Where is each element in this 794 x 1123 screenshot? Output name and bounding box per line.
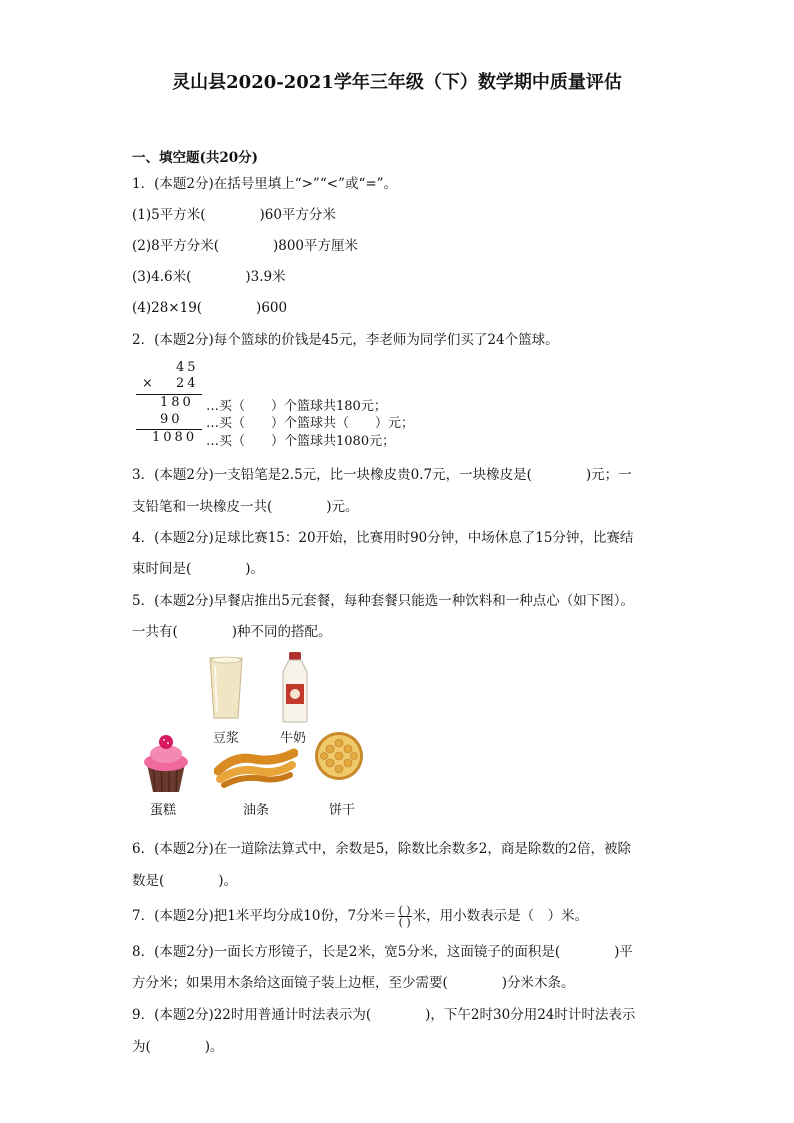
q5-line: 5．(本题2分)早餐店推出5元套餐，每种套餐只能选一种饮料和一种点心（如下图）。 — [132, 593, 635, 609]
partial-product-1-text: …买（ ）个篮球共180元； — [206, 399, 387, 414]
q3-line: 支铅笔和一块橡皮一共( )元。 — [132, 499, 359, 515]
cake-image — [138, 730, 194, 794]
q1-item: (4)28×19( )600 — [132, 300, 288, 316]
biscuit-label: 饼干 — [329, 803, 356, 818]
product: 1080 — [152, 430, 198, 445]
vertical-multiplication — [132, 360, 422, 450]
milk-label: 牛奶 — [280, 731, 307, 746]
q1-item: (2)8平方分米( )800平方厘米 — [132, 238, 359, 254]
q1-item: (1)5平方米( )60平方分米 — [132, 207, 336, 223]
q3-line: 3．(本题2分)一支铅笔是2.5元，比一块橡皮贵0.7元，一块橡皮是( )元；一 — [132, 467, 632, 483]
q6-line: 6．(本题2分)在一道除法算式中，余数是5，除数比余数多2，商是除数的2倍，被除 — [132, 841, 631, 857]
multiplier: 24 — [176, 376, 199, 391]
multiplicand: 45 — [176, 360, 199, 375]
times-sign: × — [142, 376, 153, 391]
youtiao-image — [214, 745, 298, 789]
q4-line: 4．(本题2分)足球比赛15：20开始，比赛用时90分钟，中场休息了15分钟，比赛结 — [132, 530, 634, 546]
q7-text-a: 7．(本题2分)把1米平均分成10份，7分米＝ — [132, 908, 397, 924]
partial-product-2: 90 — [160, 412, 183, 427]
q2-stem: 2．(本题2分)每个篮球的价钱是45元，李老师为同学们买了24个篮球。 — [132, 332, 559, 348]
q6-line: 数是( )。 — [132, 873, 238, 889]
youtiao-label: 油条 — [243, 803, 270, 818]
q7-text-b: 米，用小数表示是（ ）米。 — [412, 908, 589, 924]
fraction-denominator: ( ) — [398, 916, 411, 929]
q8-line: 方分米；如果用木条给这面镜子装上边框，至少需要( )分米木条。 — [132, 975, 575, 991]
biscuit-image — [314, 731, 364, 781]
q1-stem: 1．(本题2分)在括号里填上“>”“<”或“=”。 — [132, 176, 398, 192]
soy-milk-label: 豆浆 — [213, 731, 240, 746]
fraction-numerator: ( ) — [398, 904, 411, 917]
soy-milk-image — [205, 654, 247, 722]
section-heading: 一、填空题(共20分) — [132, 150, 259, 166]
partial-product-2-text: …买（ ）个篮球共（ ）元； — [206, 416, 415, 431]
partial-product-1: 180 — [160, 395, 194, 410]
q9-line: 为( )。 — [132, 1039, 224, 1055]
cake-label: 蛋糕 — [150, 803, 177, 818]
q1-item: (3)4.6米( )3.9米 — [132, 269, 286, 285]
q9-line: 9．(本题2分)22时用普通计时法表示为( )，下午2时30分用24时计时法表示 — [132, 1007, 636, 1023]
page-title: 灵山县2020-2021学年三年级（下）数学期中质量评估 — [172, 72, 622, 93]
q4-line: 束时间是( )。 — [132, 561, 265, 577]
q5-line: 一共有( )种不同的搭配。 — [132, 624, 332, 640]
q7-line — [132, 904, 588, 928]
fraction — [398, 905, 412, 928]
q8-line: 8．(本题2分)一面长方形镜子，长是2米，宽5分米，这面镜子的面积是( )平 — [132, 944, 633, 960]
product-text: …买（ ）个篮球共1080元； — [206, 434, 396, 449]
milk-bottle-image — [277, 650, 313, 724]
